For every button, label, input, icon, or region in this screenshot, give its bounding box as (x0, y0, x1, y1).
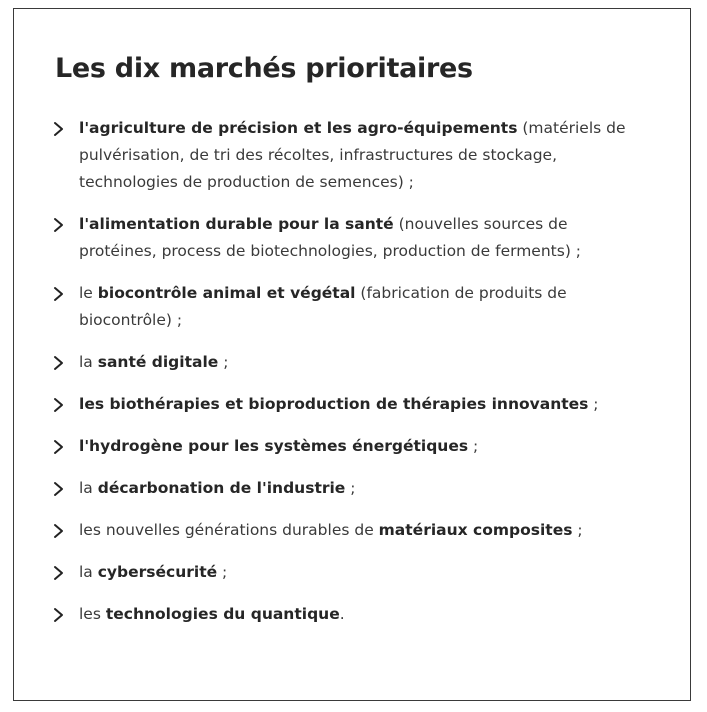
list-item (50, 280, 650, 334)
item-prefix: la (79, 563, 98, 581)
chevron-right-icon (52, 217, 66, 233)
list-item (50, 211, 650, 265)
list-item (50, 349, 650, 376)
priority-markets-list (50, 115, 650, 643)
item-bold: décarbonation de l'industrie (97, 479, 346, 497)
list-item (50, 559, 650, 586)
item-prefix: les (79, 605, 106, 623)
item-prefix: le (79, 284, 98, 302)
list-item (50, 517, 650, 544)
item-suffix: (fabrication de produits de biocontrôle) ; (79, 284, 567, 329)
item-suffix: ; (588, 395, 599, 413)
list-item (50, 601, 650, 628)
chevron-right-icon (52, 523, 66, 539)
page-title: Les dix marchés prioritaires (55, 53, 473, 84)
item-bold: l'alimentation durable pour la santé (79, 215, 394, 233)
chevron-right-icon (52, 397, 66, 413)
item-prefix: la (79, 353, 98, 371)
item-bold: l'hydrogène pour les systèmes énergétiques (79, 437, 469, 455)
item-bold: santé digitale (97, 353, 219, 371)
list-item (50, 433, 650, 460)
item-bold: technologies du quantique (105, 605, 340, 623)
item-suffix: ; (572, 521, 583, 539)
item-suffix: (nouvelles sources de protéines, process de biotechnologies, production de ferments) ; (79, 215, 582, 260)
list-item (50, 391, 650, 418)
chevron-right-icon (52, 439, 66, 455)
item-bold: cybersécurité (97, 563, 218, 581)
item-prefix: les nouvelles générations durables de (79, 521, 379, 539)
item-suffix: (matériels de pulvérisation, de tri des récoltes, infrastructures de stockage, technologies de production de semences) ; (79, 119, 626, 191)
item-suffix: ; (218, 353, 229, 371)
chevron-right-icon (52, 121, 66, 137)
item-bold: l'agriculture de précision et les agro-équipements (79, 119, 518, 137)
content-box (13, 8, 691, 701)
item-suffix: ; (217, 563, 228, 581)
item-suffix: . (339, 605, 345, 623)
item-bold: les biothérapies et bioproduction de thérapies innovantes (79, 395, 589, 413)
chevron-right-icon (52, 286, 66, 302)
item-suffix: ; (345, 479, 356, 497)
list-item (50, 475, 650, 502)
chevron-right-icon (52, 565, 66, 581)
chevron-right-icon (52, 481, 66, 497)
item-bold: matériaux composites (378, 521, 573, 539)
item-suffix: ; (468, 437, 479, 455)
item-bold: biocontrôle animal et végétal (97, 284, 356, 302)
chevron-right-icon (52, 607, 66, 623)
item-prefix: la (79, 479, 98, 497)
list-item (50, 115, 650, 196)
chevron-right-icon (52, 355, 66, 371)
